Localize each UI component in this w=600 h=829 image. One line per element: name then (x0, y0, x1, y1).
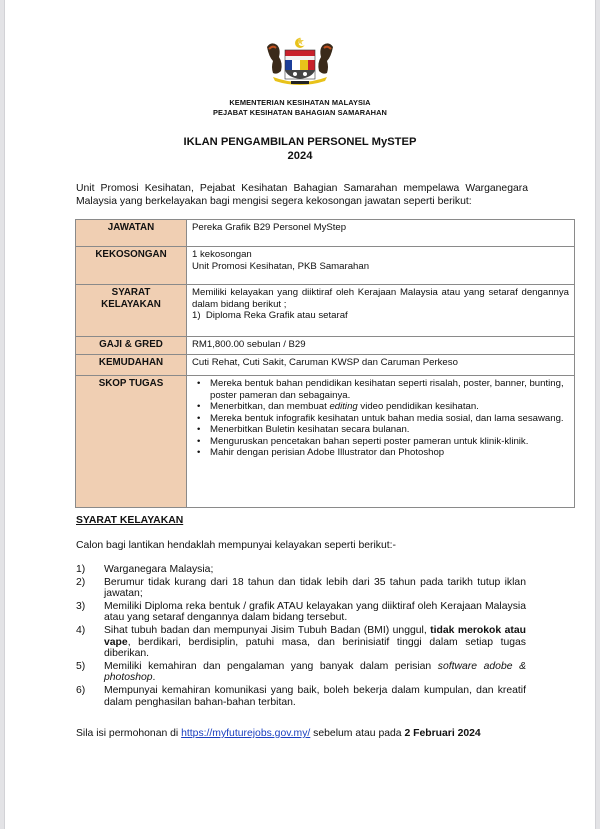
requirement-number: 5) (76, 660, 86, 672)
page-title-year: 2024 (287, 150, 313, 162)
table-row-gaji (76, 337, 575, 355)
requirement-item (76, 577, 526, 600)
label-gaji: GAJI & GRED (76, 337, 187, 355)
label-syarat-line1: SYARAT (111, 287, 151, 298)
duty-item: • Mereka bentuk bahan pendidikan kesihatan seperti risalah, poster, banner, bunting, poster pameran dan sebagainya. (210, 378, 569, 401)
duty-item: • Mereka bentuk infografik kesihatan untuk bahan media sosial, dan lama sesawang. (210, 413, 569, 425)
qualification-item: 1) Diploma Reka Grafik atau setaraf (192, 310, 348, 321)
requirement-text: Memiliki kemahiran dan pengalaman yang banyak dalam perisian software adobe & photoshop. (104, 660, 526, 684)
duties-list (192, 378, 569, 459)
coat-of-arms-icon (261, 37, 339, 87)
application-instruction (76, 728, 481, 739)
table-row-kemudahan (76, 355, 575, 376)
requirement-number: 6) (76, 684, 86, 696)
duty-item: • Menguruskan pencetakan bahan seperti poster pameran untuk klinik-klinik. (210, 436, 569, 448)
requirement-number: 3) (76, 600, 86, 612)
vacancy-count: 1 kekosongan (192, 249, 252, 260)
value-gaji: RM1,800.00 sebulan / B29 (187, 337, 575, 355)
intro-paragraph: Unit Promosi Kesihatan, Pejabat Kesihatan Bahagian Samarahan mempelawa Warganegara Malaysia yang berkelayakan bagi mengisi segera kekosongan jawatan seperti berikut: (76, 183, 528, 207)
requirement-item (76, 625, 526, 660)
label-kekosongan: KEKOSONGAN (76, 247, 187, 285)
label-syarat (76, 285, 187, 337)
table-row-syarat (76, 285, 575, 337)
requirement-number: 4) (76, 624, 86, 636)
requirement-item (76, 601, 526, 624)
value-skop (187, 376, 575, 508)
page-edge-right (595, 0, 600, 829)
requirements-list (76, 564, 526, 709)
requirements-heading: SYARAT KELAYAKAN (76, 515, 184, 526)
requirement-text: Mempunyai kemahiran komunikasi yang baik, boleh bekerja dalam kumpulan, dan kreatif dalam penghasilan bahan-bahan terbitan. (104, 684, 526, 708)
duty-item: • Menerbitkan Buletin kesihatan secara bulanan. (210, 424, 569, 436)
page-edge-left (0, 0, 5, 829)
label-syarat-line2: KELAYAKAN (101, 298, 161, 310)
duty-item: • Menerbitkan, dan membuat editing video pendidikan kesihatan. (210, 401, 569, 413)
ministry-name: KEMENTERIAN KESIHATAN MALAYSIA (229, 98, 371, 107)
vacancy-unit: Unit Promosi Kesihatan, PKB Samarahan (192, 260, 370, 272)
label-skop: SKOP TUGAS (76, 376, 187, 508)
qualification-text: Memiliki kelayakan yang diiktiraf oleh Kerajaan Malaysia atau yang setaraf dengannya dalam bidang berikut ; (192, 287, 569, 310)
requirement-number: 1) (76, 564, 86, 575)
page-title: IKLAN PENGAMBILAN PERSONEL MySTEP (183, 136, 417, 148)
label-jawatan: JAWATAN (76, 220, 187, 247)
label-kemudahan: KEMUDAHAN (76, 355, 187, 376)
requirement-text: Warganegara Malaysia; (104, 564, 214, 575)
requirement-text: Berumur tidak kurang dari 18 tahun dan tidak lebih dari 35 tahun pada tarikh tutup iklan jawatan; (104, 576, 526, 600)
table-row-kekosongan (76, 247, 575, 285)
deadline-date: 2 Februari 2024 (404, 728, 481, 739)
requirements-intro: Calon bagi lantikan hendaklah mempunyai kelayakan seperti berikut:- (76, 540, 396, 551)
footer-text: Sila isi permohonan di (76, 728, 182, 739)
duty-item: • Mahir dengan perisian Adobe Illustrator dan Photoshop (210, 447, 569, 459)
application-link[interactable]: https://myfuturejobs.gov.my/ (181, 728, 311, 739)
job-info-table (75, 219, 575, 508)
value-jawatan: Pereka Grafik B29 Personel MyStep (187, 220, 575, 247)
requirement-number: 2) (76, 576, 86, 588)
requirement-item (76, 564, 526, 576)
value-kekosongan (187, 247, 575, 285)
requirement-item (76, 661, 526, 684)
requirement-item (76, 685, 526, 708)
requirement-text: Sihat tubuh badan dan mempunyai Jisim Tubuh Badan (BMI) unggul, tidak merokok atau vape, berdikari, berdisiplin, patuhi masa, dan berinisiatif tinggi dalam setiap tugas diberikan. (104, 624, 526, 660)
office-name: PEJABAT KESIHATAN BAHAGIAN SAMARAHAN (213, 108, 387, 117)
table-row-skop (76, 376, 575, 508)
table-row-jawatan (76, 220, 575, 247)
footer-text: sebelum atau pada (310, 728, 405, 739)
value-syarat (187, 285, 575, 337)
requirement-text: Memiliki Diploma reka bentuk / grafik ATAU kelayakan yang diiktiraf oleh Kerajaan Malaysia atau yang setaraf dengannya dalam bidang tersebut. (104, 600, 526, 624)
value-kemudahan: Cuti Rehat, Cuti Sakit, Caruman KWSP dan Caruman Perkeso (187, 355, 575, 376)
